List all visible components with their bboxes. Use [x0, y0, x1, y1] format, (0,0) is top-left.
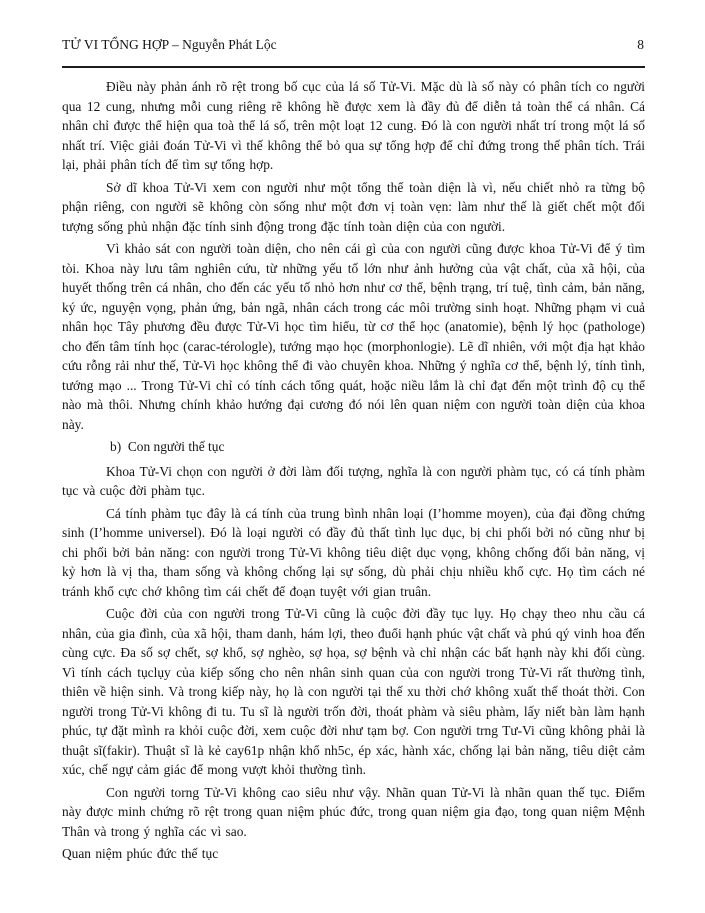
page-body [62, 77, 645, 864]
page-number: 8 [637, 37, 644, 52]
paragraph-3: Vì khảo sát con người toàn diện, cho nên cái gì của con người cũng được khoa Tử-Vi để ý tìm tòi. Khoa này lưu tâm nghiên cứu, từ những yếu tố lớn như ảnh hưởng của vật chất, của xã hội, của huyết thống trên cá nhân, cho đến các yếu tố nhỏ hơn như cơ thể, bệnh trạng, trí tuệ, tình cảm, bản năng, ký ức, nguyện vọng, phản ứng, bản ngã, nhân cách trong các môi trường sinh hoạt. Những phạm vi cuả nhân học Tây phương đều được Tử-Vi học tìm hiểu, từ cơ thể học (anatomie), bệnh lý học (pathologe) cho đến tâm tính học (carac-térologle), tướng mạo học (morphonlogie). Lẽ dĩ nhiên, với một địa hạt khảo cứu rỗng rải như thế, Tử-Vi học không thể đi vào chuyên khoa. Những ý nghĩa cơ thể, bệnh lý, tính tình, tướng mạo ... Trong Tử-Vi chỉ có tính cách tổng quát, hoặc niều lắm là chỉ đạt đến một trình độ cụ thể nào mà thôi. Nhưng chính khảo hướng đại cương đó nói lên quan niệm con người toàn diện của khoa này. [62, 241, 645, 432]
paragraph-2: Sở dĩ khoa Tử-Vi xem con người như một tổng thể toàn diện là vì, nếu chiết nhỏ ra từng bộ phận riêng, con người sẽ không còn sống như một đơn vị toàn vẹn: làm như thế là giết chết một đối tượng sống phủ nhận đặc tính sinh động trong đặc tính toàn diện của con người. [62, 179, 645, 234]
paragraph-4: Khoa Tử-Vi chọn con người ở đời làm đối tượng, nghĩa là con người phàm tục, có cá tính phàm tục và cuộc đời phàm tục. [62, 463, 645, 498]
subheading-b-con-nguoi-the-tuc: b) Con người thế tục [110, 439, 225, 454]
paragraph-5: Cá tính phàm tục đây là cá tính của trung bình nhân loại (I’homme moyen), của đại đồng chứng sinh (I’homme universel). Đó là loại người có đầy đủ thất tình lục dục, bị chi phối bởi nó cũng như bị chi phối bởi bản năng: con người trong Tử-Vi không tiêu diệt dục vọng, không chống đối bản năng, vị kỷ hơn là vị tha, tham sống và không chống lại sự sống, dù phải chịu nhiều khổ cực. Họ tìm cách né tránh khổ cực chớ không tìm cái chết để đoạn tuyệt với gian truân. [62, 505, 645, 599]
paragraph-7: Con người torng Tử-Vi không cao siêu như vậy. Nhãn quan Tử-Vi là nhãn quan thế tục. Điểm này được minh chứng rõ rệt trong quan niệm phúc đức, trong quan niệm gia đạo, tong quan niệm Mệnh Thân và trong ý nghĩa các vì sao. [62, 784, 645, 839]
paragraph-1: Điều này phản ánh rõ rệt trong bố cục của lá số Tử-Vi. Mặc dù là số này có phân tích co người qua 12 cung, nhưng mỗi cung riêng rẽ không hề được xem là đầy đủ để diễn tả toàn thể cá nhân. Cá nhân chỉ được thể hiện qua toà thể lá số, trên một loạt 12 cung. Đó là con người nhất trí trong một lá số nhất trí. Việc giải đoán Tử-Vi vì thế không thể bỏ qua sự tổng hợp để chỉ đứng trong thế phân tích. Trái lại, phải phân tích để tìm sự tổng hợp. [62, 79, 645, 172]
page-header [62, 36, 645, 54]
paragraph-6: Cuộc đời của con người trong Tử-Vi cũng là cuộc đời đầy tục lụy. Họ chạy theo nhu cầu cá nhân, của gia đình, của xã hội, tham danh, hám lợi, theo đuổi hạnh phúc vật chất và phú qý vinh hoa đến cùng cực. Đa số sợ chết, sợ khổ, sợ nghèo, sợ họa, sợ bệnh và chỉ nhận các bất hạnh này khi đối cùng. Vì tính cách tụclụy của kiếp sống cho nên nhân sinh quan của con người trong Tử-Vi rất thường tình, thiên về hiện sinh. Và trong kiếp này, họ là con người tại thế xu thời chớ không xuất thế thoát thời. Con người trong Tử-Vi không đi tu. Tu sĩ là người trốn đời, thoát phàm và siêu phàm, lấy niết bàn làm hạnh phúc, tự đặt mình ra khỏi cuộc đời, xem cuộc đời như tạm bợ. Con người trng Tư-Vi cũng không phải là thuật sĩ(fakir). Thuật sĩ là kẻ cay61p nhận khổ nh5c, ép xác, hành xác, chống lại bản năng, tiêu diệt cảm xúc, chế ngự cảm giác để mong vượt khỏi thường tình. [62, 606, 645, 777]
header-divider [62, 66, 645, 68]
closing-line: Quan niệm phúc đức thế tục [62, 846, 219, 861]
running-title: TỬ VI TỔNG HỢP – Nguyễn Phát Lộc [62, 37, 277, 52]
